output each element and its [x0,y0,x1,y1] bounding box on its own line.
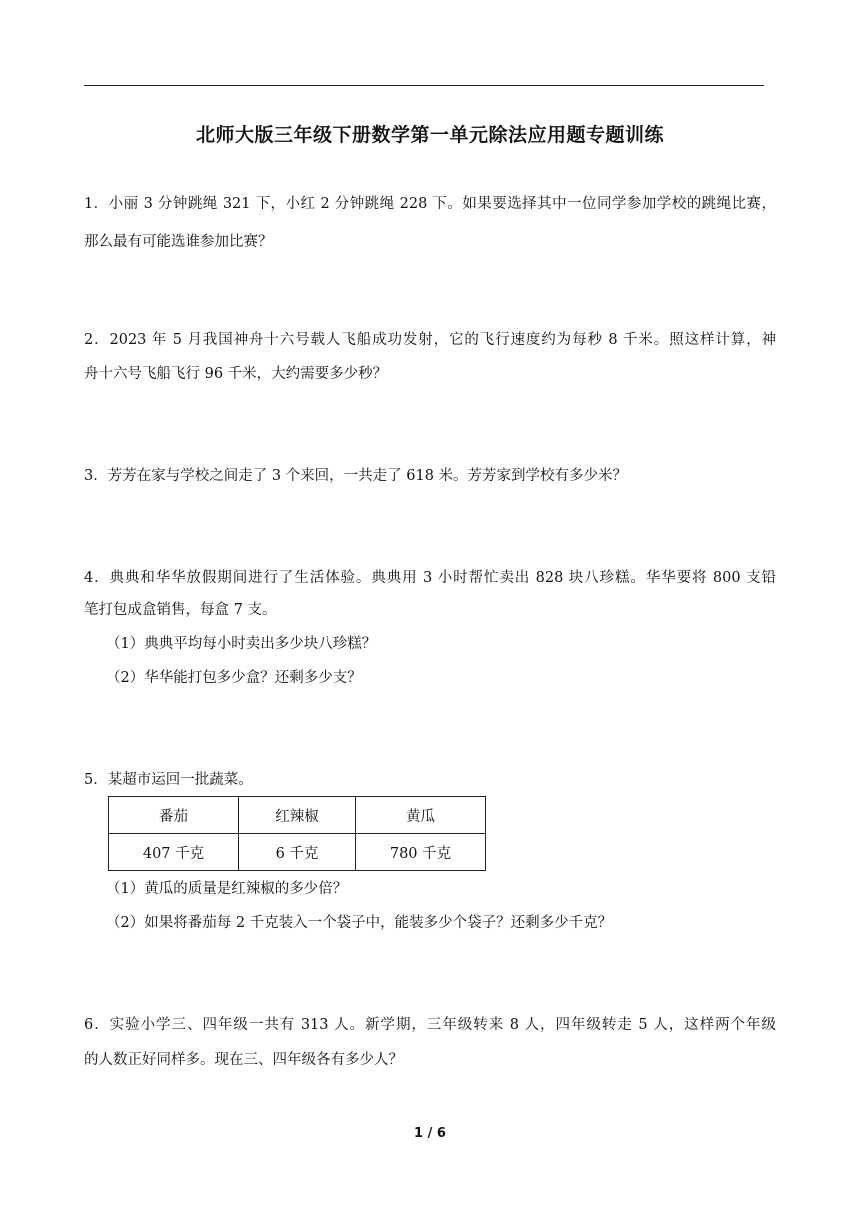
document-title: 北师大版三年级下册数学第一单元除法应用题专题训练 [195,124,664,146]
question-3-line-1: 3．芳芳在家与学校之间走了 3 个来回，一共走了 618 米。芳芳家到学校有多少米？ [84,468,628,484]
header-rule [84,85,764,86]
table-header-cell: 番茄 [109,797,239,834]
question-2-line-1: 2．2023 年 5 月我国神舟十六号载人飞船成功发射，它的飞行速度约为每秒 8 千米。照这样计算，神 [84,332,776,348]
question-1-line-1: 1．小丽 3 分钟跳绳 321 下，小红 2 分钟跳绳 228 下。如果要选择其中一位同学参加学校的跳绳比赛， [84,196,776,212]
question-4-line-1: 4．典典和华华放假期间进行了生活体验。典典用 3 小时帮忙卖出 828 块八珍糕。华华要将 800 支铅 [84,570,776,586]
table-header-cell: 黄瓜 [356,797,486,834]
question-5-sub-2: （2）如果将番茄每 2 千克装入一个袋子中，能装多少个袋子？还剩多少千克？ [106,915,613,931]
table-header-row [109,797,486,834]
question-6-line-2: 的人数正好同样多。现在三、四年级各有多少人？ [84,1052,403,1068]
table-value-cell: 6 千克 [239,834,356,871]
vegetable-table [108,796,486,871]
question-4-sub-1: （1）典典平均每小时卖出多少块八珍糕？ [106,636,377,652]
question-6-line-1: 6．实验小学三、四年级一共有 313 人。新学期，三年级转来 8 人，四年级转走 5 人，这样两个年级 [84,1017,776,1033]
table-value-cell: 407 千克 [109,834,239,871]
table-value-cell: 780 千克 [356,834,486,871]
question-2-line-2: 舟十六号飞船飞行 96 千米，大约需要多少秒？ [84,366,388,382]
question-1-line-2: 那么最有可能选谁参加比赛？ [84,234,273,250]
question-4-line-2: 笔打包成盒销售，每盒 7 支。 [84,602,277,618]
question-5-sub-1: （1）黄瓜的质量是红辣椒的多少倍？ [106,881,348,897]
table-value-row [109,834,486,871]
question-4-sub-2: （2）华华能打包多少盒？还剩多少支？ [106,670,362,686]
table-header-cell: 红辣椒 [239,797,356,834]
page-number: 1 / 6 [414,1126,446,1141]
question-5-line-1: 5．某超市运回一批蔬菜。 [84,772,253,788]
